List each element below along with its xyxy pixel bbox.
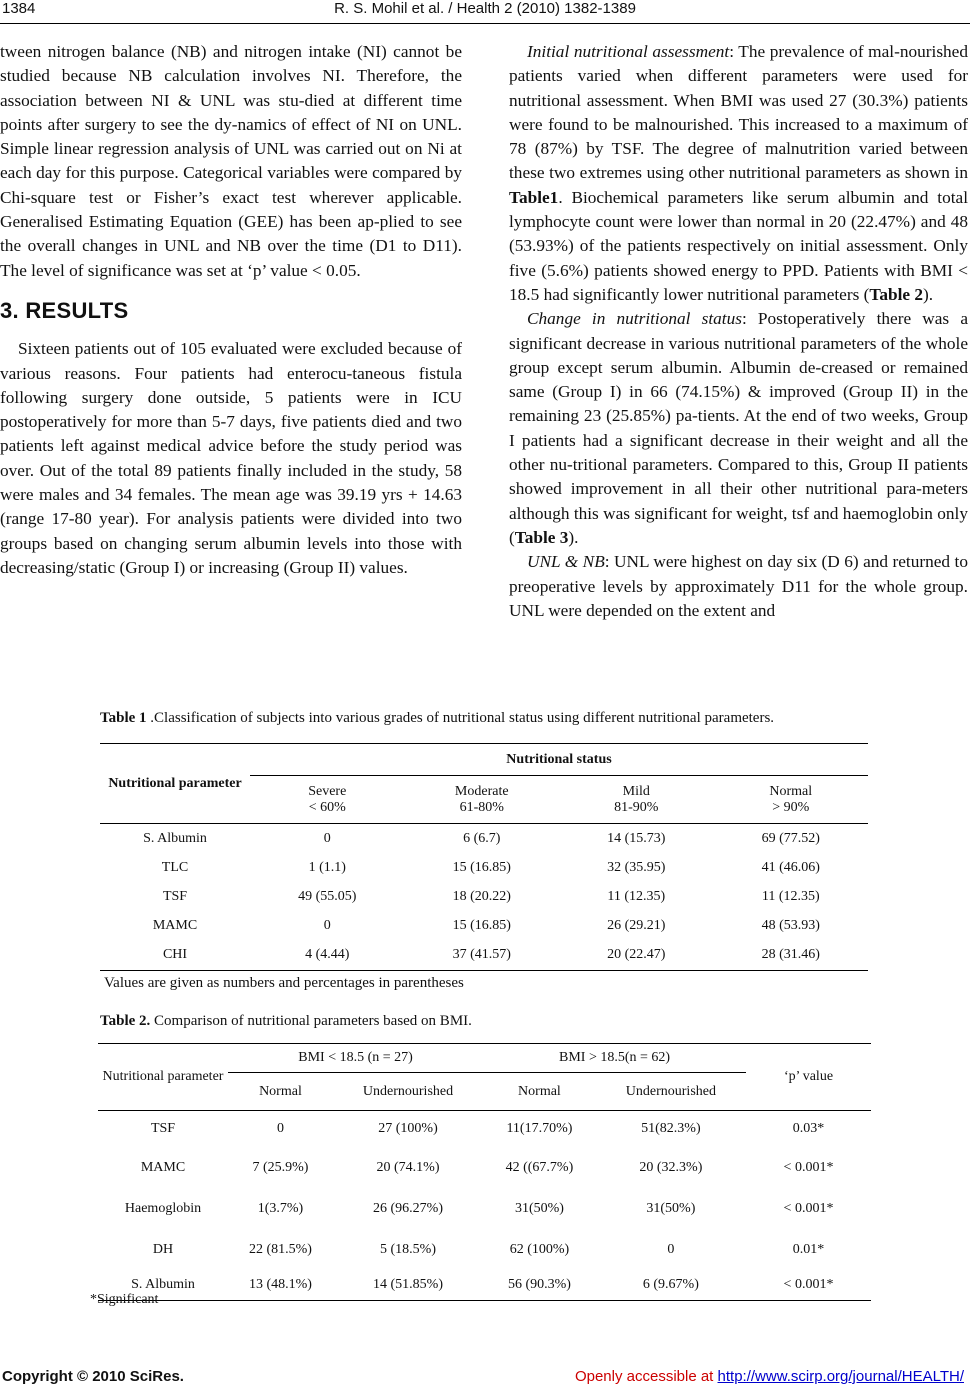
col-name: Moderate xyxy=(454,783,509,799)
page-number: 1384 xyxy=(2,0,36,17)
results-paragraph: Sixteen patients out of 105 evaluated were excluded because of various reasons. Four patients had enterocu-taneous fistula following surgery done outside, 5 patients were in ICU postoperatively for more than 5-7 days, five patients died and two patients left against medical advice before the study period was over. Out of the total 89 patients finally included in the study, 58 were males and 34 females. The mean age was 39.19 yrs + 14.63 (range 17-80 year). For analysis patients were divided into two groups based on changing serum albumin levels into those with decreasing/static (Group I) or increasing (Group II) values. xyxy=(0,339,462,577)
table2-sub-header: Normal xyxy=(228,1073,333,1111)
table-cell: 51(82.3%) xyxy=(641,1121,701,1137)
table-cell: 0 xyxy=(323,918,331,933)
header-rule xyxy=(0,23,970,24)
table-cell: 4 (4.44) xyxy=(250,941,405,971)
row-label: TSF xyxy=(162,889,188,904)
table2 xyxy=(98,1043,871,1301)
table-row xyxy=(98,1111,871,1148)
table-cell: 18 (20.22) xyxy=(452,889,511,904)
table1-col-header xyxy=(250,776,405,824)
row-label: TLC xyxy=(161,860,189,875)
table-cell: 62 (100%) xyxy=(509,1242,570,1257)
table-cell: 11(17.70%) xyxy=(506,1121,573,1137)
table-cell: < 0.001* xyxy=(746,1271,871,1301)
paragraph-lead: Initial nutritional assessment xyxy=(527,42,730,61)
table-reference[interactable]: Table1 xyxy=(509,187,559,207)
table1-row-header: Nutritional parameter xyxy=(100,744,250,824)
table-cell: 69 (77.52) xyxy=(761,830,820,846)
row-label: TSF xyxy=(150,1121,176,1137)
table-cell: 0.03* xyxy=(792,1121,825,1137)
table1-caption-text: .Classification of subjects into various grades of nutritional status using different nutritional parameters. xyxy=(146,710,775,726)
table-cell: 27 (100%) xyxy=(378,1121,438,1137)
table-cell: 0.01* xyxy=(792,1242,825,1257)
table1-col-header xyxy=(405,776,560,824)
unl-nb-paragraph xyxy=(509,550,968,623)
table-cell: 11 (12.35) xyxy=(761,889,820,904)
paragraph-text: : Postoperatively there was a significant decrease in various nutritional parameters of the whole group except serum albumin. Albumin de-creased or remained same (Group I) in 66 (74.15%) & improved (Group II) in the remaining 23 (25.85%) pa-tients. At the end of two weeks, Group I patients had a significant decrease in their weight and all the other nu-tritional parameters. Compared to this, Group II patients showed improvement in all their other nutritional para-meters although this was significant for weight, tsf and haemoglobin only ( xyxy=(509,309,968,547)
table-cell: 1 (1.1) xyxy=(308,860,346,875)
table-cell: 37 (41.57) xyxy=(405,941,560,971)
initial-assessment-paragraph xyxy=(509,40,968,307)
right-column xyxy=(509,40,968,623)
copyright-notice: Copyright © 2010 SciRes. xyxy=(2,1368,184,1385)
table-cell: 42 ((67.7%) xyxy=(505,1160,574,1175)
table-row xyxy=(100,854,868,883)
page-header xyxy=(0,0,970,22)
row-label: DH xyxy=(152,1242,174,1257)
change-status-paragraph xyxy=(509,307,968,550)
table1 xyxy=(100,743,868,971)
col-range: > 90% xyxy=(772,799,810,815)
table-cell: 28 (31.46) xyxy=(714,941,869,971)
table2-sub-header: Normal xyxy=(483,1073,596,1111)
table1-group-header: Nutritional status xyxy=(250,744,868,776)
col-range: 81-90% xyxy=(614,799,659,815)
access-text: Openly accessible at xyxy=(574,1368,718,1385)
table-row xyxy=(98,1189,871,1230)
table2-caption-text: Comparison of nutritional parameters based on BMI. xyxy=(150,1013,472,1029)
table-cell: 15 (16.85) xyxy=(452,860,511,875)
table-cell: 0 xyxy=(323,830,331,846)
table1-caption xyxy=(100,710,774,727)
row-label: S. Albumin xyxy=(98,1271,228,1301)
paragraph-lead: Change in nutritional status xyxy=(527,309,742,329)
table-cell: 56 (90.3%) xyxy=(483,1271,596,1301)
table-reference[interactable]: Table 3 xyxy=(514,527,569,547)
table1-caption-label: Table 1 xyxy=(100,710,147,726)
page-footer xyxy=(0,1364,970,1388)
table-cell: 5 (18.5%) xyxy=(380,1242,436,1257)
table-cell: 0 xyxy=(276,1121,284,1137)
table2-caption-label: Table 2. xyxy=(100,1013,151,1029)
row-label: CHI xyxy=(100,941,250,971)
table-cell: 14 (15.73) xyxy=(607,830,666,846)
table1-col-header xyxy=(559,776,714,824)
access-notice xyxy=(575,1368,964,1385)
journal-link[interactable]: http://www.scirp.org/journal/HEALTH/ xyxy=(717,1368,964,1385)
col-range: < 60% xyxy=(308,799,346,815)
paragraph-text: : The prevalence of mal-nourished patients varied when different parameters were used for nutritional assessment. When BMI was used 27 (30.3%) patients were found to be malnourished. This increased to a maximum of 78 (87%) by TSF. The degree of malnutrition varied between these two extremes using other nutritional parameters as shown in xyxy=(509,42,968,183)
row-label: MAMC xyxy=(140,1160,186,1175)
table-cell: 31(50%) xyxy=(514,1201,564,1216)
table-row xyxy=(98,1148,871,1189)
table-row xyxy=(98,1271,871,1301)
table-row xyxy=(100,912,868,941)
table-cell: 7 (25.9%) xyxy=(252,1160,309,1175)
row-label: MAMC xyxy=(152,918,198,933)
paragraph-lead: UNL & NB xyxy=(527,552,605,572)
table-cell: 1(3.7%) xyxy=(257,1201,304,1216)
table-cell: 20 (32.3%) xyxy=(639,1160,703,1175)
table-cell: 41 (46.06) xyxy=(761,860,820,875)
paragraph-text: ). xyxy=(923,284,934,304)
table-cell: 48 (53.93) xyxy=(761,918,820,933)
table-cell: 20 (74.1%) xyxy=(376,1160,440,1175)
running-title: R. S. Mohil et al. / Health 2 (2010) 1382-1389 xyxy=(334,0,636,17)
table-row xyxy=(98,1230,871,1271)
table-row xyxy=(100,824,868,854)
table-cell: 6 (6.7) xyxy=(463,830,501,846)
col-name: Mild xyxy=(622,783,650,799)
methods-paragraph: tween nitrogen balance (NB) and nitrogen intake (NI) cannot be studied because NB calculation involves NI. Therefore, the association between NI & UNL was stu-died at different time points after surgery to see the dy-namics of effect of NI on UNL. Simple linear regression analysis of UNL was carried out on Ni at each day for this purpose. Categorical variables were compared by Chi-square test or Fisher’s exact test wherever applicable. Generalised Estimating Equation (GEE) has been ap-plied to see the overall changes in UNL and NB over the time (D1 to D11). The level of significance was set at ‘p’ value < 0.05. xyxy=(0,42,462,280)
col-name: Normal xyxy=(769,783,813,799)
table-cell: 26 (29.21) xyxy=(607,918,666,933)
table-cell: 26 (96.27%) xyxy=(373,1201,443,1216)
table2-group-header: BMI < 18.5 (n = 27) xyxy=(228,1044,483,1073)
table-cell: 11 (12.35) xyxy=(607,889,666,904)
table-cell: < 0.001* xyxy=(783,1160,834,1175)
col-name: Severe xyxy=(308,783,347,799)
table-reference[interactable]: Table 2 xyxy=(869,284,924,304)
row-label: Haemoglobin xyxy=(124,1201,202,1216)
paragraph-text: . Biochemical parameters like serum albumin and total lymphocyte count were lower than normal in 20 (22.47%) and 48 (53.93%) of the patients respectively on initial assessment. Only five (5.6%) patients showed energy to PPD. Patients with BMI < 18.5 had significantly lower nutritional parameters ( xyxy=(509,187,968,304)
col-range: 61-80% xyxy=(459,799,504,815)
table-cell: 32 (35.95) xyxy=(607,860,666,875)
table1-col-header xyxy=(714,776,869,824)
table2-footnote: *Significant xyxy=(90,1292,159,1307)
table-cell: 20 (22.47) xyxy=(559,941,714,971)
table-row xyxy=(100,883,868,912)
table-cell: 14 (51.85%) xyxy=(333,1271,483,1301)
table2-sub-header: Undernourished xyxy=(596,1073,746,1111)
table-cell: 13 (48.1%) xyxy=(228,1271,333,1301)
table-cell: 6 (9.67%) xyxy=(596,1271,746,1301)
table-row xyxy=(100,941,868,971)
table-cell: 49 (55.05) xyxy=(298,889,357,904)
table-cell: < 0.001* xyxy=(783,1201,834,1216)
left-column xyxy=(0,40,462,580)
paragraph-text: : UNL were highest on day six (D 6) and returned to preoperative levels by approximately D11 for the whole group. UNL were depended on the extent and xyxy=(509,552,968,620)
table2-caption xyxy=(100,1013,472,1030)
table-cell: 15 (16.85) xyxy=(452,918,511,933)
row-label: S. Albumin xyxy=(143,830,207,846)
table2-p-header: ‘p’ value xyxy=(746,1044,871,1111)
table2-group-header: BMI > 18.5(n = 62) xyxy=(483,1044,746,1073)
table2-sub-header: Undernourished xyxy=(333,1073,483,1111)
table1-footnote: Values are given as numbers and percentages in parentheses xyxy=(104,975,464,991)
paragraph-text: ). xyxy=(568,527,579,547)
table2-row-header: Nutritional parameter xyxy=(98,1044,228,1111)
table-cell: 0 xyxy=(667,1242,675,1257)
section-title: 3. RESULTS xyxy=(0,297,129,323)
table-cell: 31(50%) xyxy=(646,1201,696,1216)
table-cell: 22 (81.5%) xyxy=(248,1242,312,1257)
